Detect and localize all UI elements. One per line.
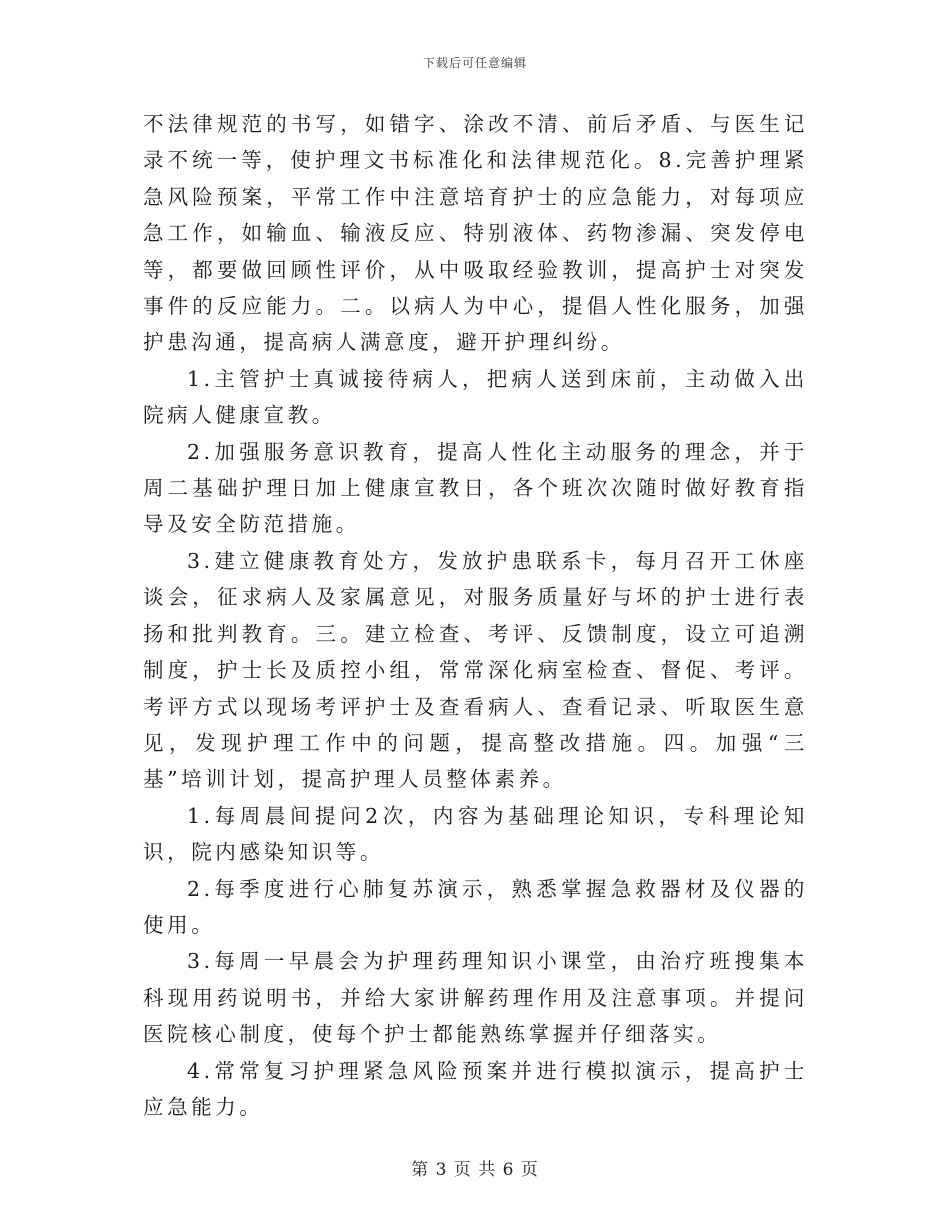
total-pages-number: 6 (502, 1160, 515, 1180)
paragraph-item: 2.每季度进行心肺复苏演示，熟悉掌握急救器材及仪器的使用。 (143, 876, 808, 937)
paragraph-item: 4.常常复习护理紧急风险预案并进行模拟演示，提高护士应急能力。 (143, 1058, 808, 1119)
page-label-mid: 页 共 (453, 1160, 497, 1180)
paragraph-item: 2.加强服务意识教育，提高人性化主动服务的理念，并于周二基础护理日加上健康宣教日，各个班次次随时做好教育指导及安全防范措施。 (143, 439, 808, 537)
current-page-number: 3 (435, 1160, 448, 1180)
page-header: 下载后可任意编辑 (422, 56, 527, 70)
page-footer (0, 1155, 950, 1180)
page-label-suffix: 页 (520, 1160, 539, 1180)
paragraph-item: 1.每周晨间提问2次，内容为基础理论知识，专科理论知识，院内感染知识等。 (143, 803, 808, 865)
document-body (143, 106, 808, 1125)
paragraph-item: 1.主管护士真诚接待病人，把病人送到床前，主动做入出院病人健康宣教。 (143, 366, 808, 428)
paragraph-item: 3.每周一早晨会为护理药理知识小课堂，由治疗班搜集本科现用药说明书，并给大家讲解药理作用及注意事项。并提问医院核心制度，使每个护士都能熟练掌握并仔细落实。 (143, 949, 808, 1047)
paragraph-continuation: 不法律规范的书写，如错字、涂改不清、前后矛盾、与医生记录不统一等，使护理文书标准化和法律规范化。8.完善护理紧急风险预案，平常工作中注意培育护士的应急能力，对每项应急工作，如输血、输液反应、特别液体、药物渗漏、突发停电等，都要做回顾性评价，从中吸取经验教训，提高护士对突发事件的反应能力。二。以病人为中心，提倡人性化服务，加强护患沟通，提高病人满意度，避开护理纠纷。 (143, 112, 808, 355)
page-label-prefix: 第 (411, 1160, 430, 1180)
paragraph-item: 3.建立健康教育处方，发放护患联系卡，每月召开工休座谈会，征求病人及家属意见，对服务质量好与坏的护士进行表扬和批判教育。三。建立检查、考评、反馈制度，设立可追溯制度，护士长及质控小组，常常深化病室检查、督促、考评。考评方式以现场考评护士及查看病人、查看记录、听取医生意见，发现护理工作中的问题，提高整改措施。四。加强“三基”培训计划，提高护理人员整体素养。 (143, 548, 808, 792)
